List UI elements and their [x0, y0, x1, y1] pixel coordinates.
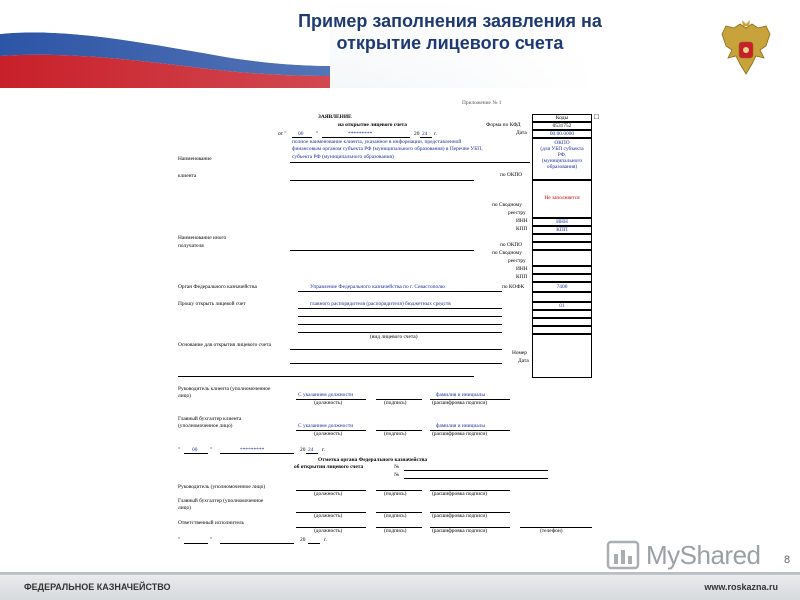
date-year-underline	[420, 137, 432, 138]
sign1-dolzhnost-caption: (должность)	[314, 400, 343, 406]
mark-otv: Ответственный исполнитель	[178, 520, 244, 526]
proshu-underline-4	[298, 332, 502, 333]
checkbox-mark-icon: □	[594, 112, 599, 121]
footer-website-link[interactable]: www.roskazna.ru	[704, 582, 778, 592]
sign-date-year-line	[306, 453, 318, 454]
vid-scheta-caption: (вид лицевого счета)	[370, 334, 418, 340]
code-okpo-note-1: ОКПО	[554, 140, 570, 146]
code-svod-2[interactable]	[532, 250, 592, 266]
code-inn-1[interactable]: ИНН	[532, 218, 592, 226]
sign1-rasshifrovka-caption: (расшифровка подписи)	[432, 400, 488, 406]
label-proshu: Прошу открыть лицевой счет	[178, 301, 246, 307]
sign-glbuh-1: Главный бухгалтер клиента	[178, 416, 242, 422]
mark-rukovoditel: Руководитель (уполномоченное лицо)	[178, 484, 266, 490]
mark-date-year: 20	[300, 537, 306, 543]
footer-organization: ФЕДЕРАЛЬНОЕ КАЗНАЧЕЙСТВО	[24, 582, 171, 592]
right-label-kpp-2: КПП	[516, 274, 528, 280]
date-year[interactable]: 24	[422, 131, 428, 137]
right-label-svod-2b: реестру	[508, 258, 526, 264]
application-form	[170, 98, 610, 546]
code-okpo-note-2: (для УБП субъекта	[540, 146, 584, 152]
date-month-underline	[322, 137, 410, 138]
value-proshu[interactable]: главного распорядителя (распорядителя) бюджетных средств	[310, 301, 451, 307]
right-label-forma: Форма по КФД	[486, 122, 521, 128]
date-month[interactable]: *********	[348, 131, 373, 137]
form-top-stamp: Приложение № 1	[462, 100, 502, 106]
sign-date-close-quote: "	[210, 447, 213, 453]
sign-glbuh-2: (уполномоченное лицо)	[178, 423, 233, 429]
date-suffix: г.	[434, 131, 437, 137]
slide-header	[0, 0, 800, 88]
sign2-dolzhnost-caption: (должность)	[314, 431, 343, 437]
sign1-fio[interactable]: фамилия и инициалы	[436, 392, 485, 398]
osnovanie-underline-3	[178, 376, 474, 377]
slide-footer	[0, 574, 800, 600]
right-label-svod-1b: реестру	[508, 210, 526, 216]
code-okpo-2[interactable]	[532, 242, 592, 250]
form-subheading: на открытие лицевого счета	[338, 122, 407, 128]
mark-date-suffix: г.	[324, 537, 327, 543]
right-label-okpo-2: по ОКПО	[500, 242, 523, 248]
right-label-kpp-1: КПП	[516, 226, 528, 232]
code-okpo-note	[532, 138, 592, 180]
sign-date-suffix: г.	[322, 447, 325, 453]
code-empty-1[interactable]	[532, 234, 592, 242]
sign-date-month[interactable]: *********	[240, 447, 265, 453]
osnovanie-underline-1	[290, 349, 502, 350]
double-headed-eagle-emblem-icon	[720, 20, 772, 78]
mark-glbuh-1: Главный бухгалтер (уполномоченное	[178, 498, 264, 504]
mark1-dolzhnost-caption: (должность)	[314, 491, 343, 497]
sign-date-day-line	[184, 453, 208, 454]
code-empty-5[interactable]	[532, 326, 592, 334]
sign2-podpis-caption: (подпись)	[384, 431, 407, 437]
mark-date-day-line	[184, 543, 208, 544]
date-prefix: от "	[278, 131, 287, 137]
label-klienta: клиента	[178, 173, 197, 179]
slide-title-line1: Пример заполнения заявления на	[298, 11, 602, 31]
value-organ[interactable]: Управление Федерального казначейства по г. Севастополю	[310, 284, 445, 290]
code-empty-2[interactable]	[532, 292, 592, 302]
client-note-3: субъекта РФ (муниципального образования)	[292, 154, 394, 160]
mark3-rasshifrovka-caption: (расшифровка подписи)	[432, 528, 488, 534]
code-inn-2[interactable]	[532, 266, 592, 274]
mark-no-1: №	[394, 464, 400, 470]
mark-no-2: №	[394, 472, 400, 478]
sign2-fio[interactable]: фамилия и инициалы	[436, 423, 485, 429]
client-line-underline	[290, 180, 474, 181]
code-empty-3[interactable]	[532, 310, 592, 318]
mark-date-open-quote: "	[178, 537, 181, 543]
right-label-inn-2: ИНН	[516, 266, 528, 272]
sign-rukovoditel-2: лицо)	[178, 393, 191, 399]
sign2-s-ukazaniem[interactable]: С указанием должности	[298, 423, 354, 429]
mark-no-1-line	[404, 470, 548, 471]
proshu-underline-1	[298, 308, 502, 309]
label-osnovanie: Основание для открытия лицевого счета	[178, 342, 271, 348]
mark-date-close-quote: "	[210, 537, 213, 543]
mark-glbuh-2: лицо)	[178, 505, 191, 511]
code-ne-zapolnyaetsya: Не заполняется	[532, 180, 592, 218]
mark1-rasshifrovka-caption: (расшифровка подписи)	[432, 491, 488, 497]
sign-rukovoditel-1: Руководитель клиента (уполномоченное	[178, 386, 271, 392]
right-label-svod-1a: по Сводному	[492, 202, 522, 208]
proshu-underline-2	[298, 316, 502, 317]
sign-date-year[interactable]: 24	[308, 447, 314, 453]
right-label-svod-2a: по Сводному	[492, 250, 522, 256]
right-label-okpo-1: по ОКПО	[500, 172, 523, 178]
right-label-kofk: по КОФК	[502, 284, 525, 290]
code-kpp-2[interactable]	[532, 274, 592, 282]
right-label-data: Дата	[516, 130, 527, 136]
code-data[interactable]: 00.00.0000	[532, 130, 592, 138]
organ-underline	[298, 291, 502, 292]
mark2-podpis-caption: (подпись)	[384, 513, 407, 519]
sign-date-open-quote: "	[178, 447, 181, 453]
code-nomer-data[interactable]	[532, 334, 592, 378]
code-okpo-note-3: РФ,	[557, 152, 567, 158]
code-kofk[interactable]: 7400	[532, 282, 592, 292]
mark3-podpis-caption: (подпись)	[384, 528, 407, 534]
sign-date-month-line	[220, 453, 294, 454]
code-okpo-note-5: образования)	[546, 164, 578, 170]
other-recipient-underline	[290, 250, 474, 251]
date-day-underline	[292, 137, 312, 138]
code-okpo-note-4: (муниципального	[541, 158, 583, 164]
watermark-text: MyShared	[646, 540, 761, 570]
mark-date-year-line	[308, 543, 320, 544]
label-organ: Орган Федерального казначейства	[178, 284, 257, 290]
mark-date-month-line	[220, 543, 294, 544]
client-note-2: финансовым органом субъекта РФ (муниципального образования) в Перечне УБП,	[292, 146, 483, 152]
right-label-nomer: Номер	[512, 350, 527, 356]
page-number: 8	[784, 554, 791, 566]
sign-date-year-prefix: 20	[300, 447, 306, 453]
form-heading: ЗАЯВЛЕНИЕ	[318, 114, 352, 120]
right-label-data-2: Дата	[518, 358, 529, 364]
mark-no-2-line	[404, 478, 548, 479]
label-naimenovanie: Наименование	[178, 156, 212, 162]
mark-heading-1: Отметка органа Федерального казначейства	[318, 457, 428, 463]
slide-title-line2: открытие лицевого счета	[336, 33, 564, 53]
mark-heading-2: об открытии лицевого счета	[294, 464, 364, 470]
sign1-s-ukazaniem[interactable]: С указанием должности	[298, 392, 354, 398]
date-mid: "	[316, 131, 319, 137]
code-empty-4[interactable]	[532, 318, 592, 326]
mark3-telefon-caption: (телефон)	[540, 528, 563, 534]
client-name-underline	[290, 162, 530, 163]
sign1-podpis-caption: (подпись)	[384, 400, 407, 406]
client-note-1: полное наименование клиента, указанное в информации, представленной	[292, 139, 462, 145]
date-day[interactable]: 00	[298, 131, 304, 137]
codes-header: Коды	[532, 114, 592, 122]
code-forma: 0531752	[532, 122, 592, 130]
date-year-prefix: 20	[414, 131, 420, 137]
osnovanie-underline-2	[290, 363, 502, 364]
slide-title	[280, 10, 620, 54]
sign2-rasshifrovka-caption: (расшифровка подписи)	[432, 431, 488, 437]
code-vid[interactable]: 01	[532, 302, 592, 310]
label-inogo-1: Наименование иного	[178, 235, 227, 241]
mark1-podpis-caption: (подпись)	[384, 491, 407, 497]
code-kpp-1[interactable]: КПП	[532, 226, 592, 234]
sign-date-day[interactable]: 00	[192, 447, 198, 453]
right-label-inn-1: ИНН	[516, 218, 528, 224]
mark2-dolzhnost-caption: (должность)	[314, 513, 343, 519]
proshu-underline-3	[298, 324, 502, 325]
label-inogo-2: получателя	[178, 243, 204, 249]
mark2-rasshifrovka-caption: (расшифровка подписи)	[432, 513, 488, 519]
mark3-dolzhnost-caption: (должность)	[314, 528, 343, 534]
